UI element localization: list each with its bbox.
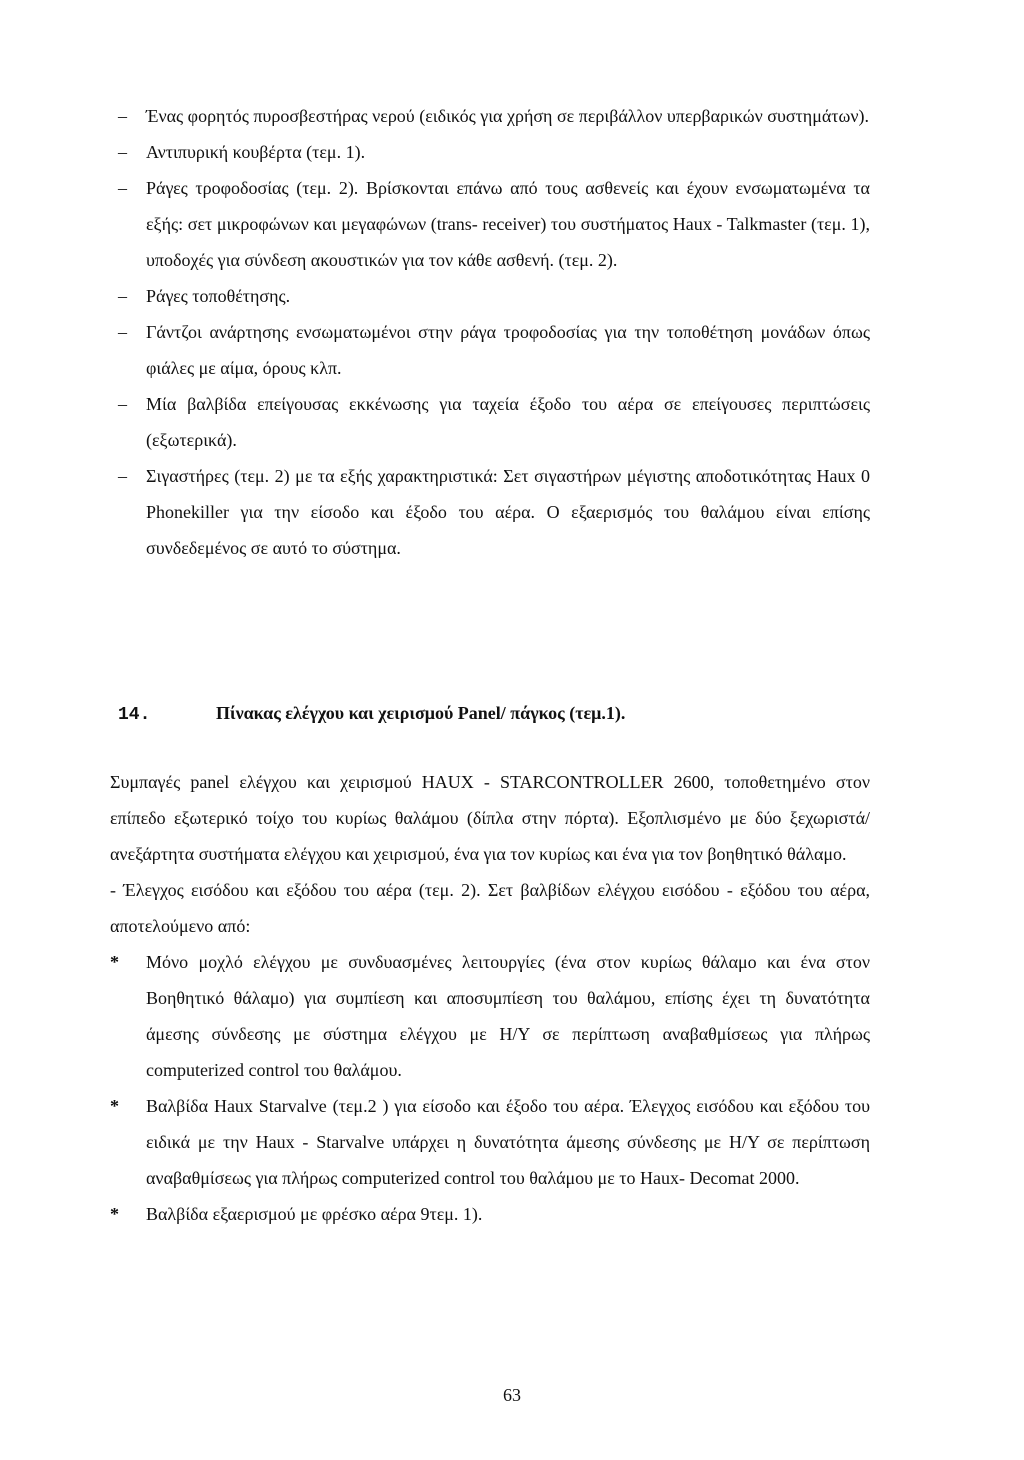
list-item-text: Ράγες τοποθέτησης. [146,286,291,306]
list-item [118,458,870,566]
star-list-item [110,944,870,1088]
star-item-text: Βαλβίδα εξαερισμού με φρέσκο αέρα 9τεμ. 1). [146,1204,483,1224]
star-list-item [110,1196,870,1232]
star-bullet: * [110,1204,119,1224]
section-title: Πίνακας ελέγχου και χειρισμού Panel/ πάγκος (τεμ.1). [216,703,626,723]
list-dash: – [118,466,127,486]
list-dash: – [118,142,127,162]
list-item [118,134,870,170]
star-bullet: * [110,952,119,972]
list-item [118,170,870,278]
section-number: 14. [118,705,151,725]
page-number: 63 [503,1385,521,1405]
star-item-text: Μόνο μοχλό ελέγχου με συνδυασμένες λειτουργίες (ένα στον κυρίως θάλαμο και ένα στον Βοηθητικό θάλαμο) για συμπίεση και αποσυμπίεση του θαλάμου, επίσης έχει τη δυνατότητα άμεσης σύνδεσης με σύστημα ελέγχου με Η/Υ σε περίπτωση αναβαθμίσεως για πλήρως computerized control του θαλάμου. [146,952,870,1080]
list-dash: – [118,394,127,414]
list-item-text: Σιγαστήρες (τεμ. 2) με τα εξής χαρακτηριστικά: Σετ σιγαστήρων μέγιστης αποδοτικότητας Haux 0 Phonekiller για την είσοδο και έξοδο του αέρα. Ο εξαερισμός του θαλάμου είναι επίσης συνδεδεμένος σε αυτό το σύστημα. [146,466,870,558]
star-item-text: Βαλβίδα Haux Starvalve (τεμ.2 ) για είσοδο και έξοδο του αέρα. Έλεγχος εισόδου και εξόδου του ειδικά με την Haux - Starvalve υπάρχει η δυνατότητα άμεσης σύνδεσης με Η/Υ σε περίπτωση αναβαθμίσεως για πλήρως computerized control του θαλάμου με το Haux- Decomat 2000. [146,1096,870,1188]
list-item-text: Μία βαλβίδα επείγουσας εκκένωσης για ταχεία έξοδο του αέρα σε επείγουσες περιπτώσεις (εξωτερικά). [146,394,870,450]
list-item-text: Ένας φορητός πυροσβεστήρας νερού (ειδικός για χρήση σε περιβάλλον υπερβαρικών συστημάτων). [146,106,869,126]
list-item [118,386,870,458]
star-list-item [110,1088,870,1196]
list-item-text: Ράγες τροφοδοσίας (τεμ. 2). Βρίσκονται επάνω από τους ασθενείς και έχουν ενσωματωμένα τα εξής: σετ μικροφώνων και μεγαφώνων (trans- receiver) του συστήματος Haux - Talkmaster (τεμ. 1), υποδοχές για σύνδεση ακουστικών για τον κάθε ασθενή. (τεμ. 2). [146,178,870,270]
list-item [118,314,870,386]
list-item [118,98,870,134]
list-dash: – [118,322,127,342]
list-item [118,278,870,314]
section-body [110,764,870,1232]
equipment-list [118,98,870,566]
star-bullet: * [110,1096,119,1116]
paragraph: - Έλεγχος εισόδου και εξόδου του αέρα (τεμ. 2). Σετ βαλβίδων ελέγχου εισόδου - εξόδου του αέρα, αποτελούμενο από: [110,880,870,936]
list-dash: – [118,106,127,126]
list-dash: – [118,178,127,198]
section-heading [118,695,870,733]
list-item-text: Αντιπυρική κουβέρτα (τεμ. 1). [146,142,366,162]
list-dash: – [118,286,127,306]
list-item-text: Γάντζοι ανάρτησης ενσωματωμένοι στην ράγα τροφοδοσίας για την τοποθέτηση μονάδων όπως φιάλες με αίμα, όρους κλπ. [146,322,870,378]
paragraph: Συμπαγές panel ελέγχου και χειρισμού HAUX - STARCONTROLLER 2600, τοποθετημένο στον επίπεδο εξωτερικό τοίχο του κυρίως θαλάμου (δίπλα στην πόρτα). Εξοπλισμένο με δύο ξεχωριστά/ ανεξάρτητα συστήματα ελέγχου και χειρισμού, ένα για τον κυρίως και ένα για τον βοηθητικό θάλαμο. [110,772,870,864]
